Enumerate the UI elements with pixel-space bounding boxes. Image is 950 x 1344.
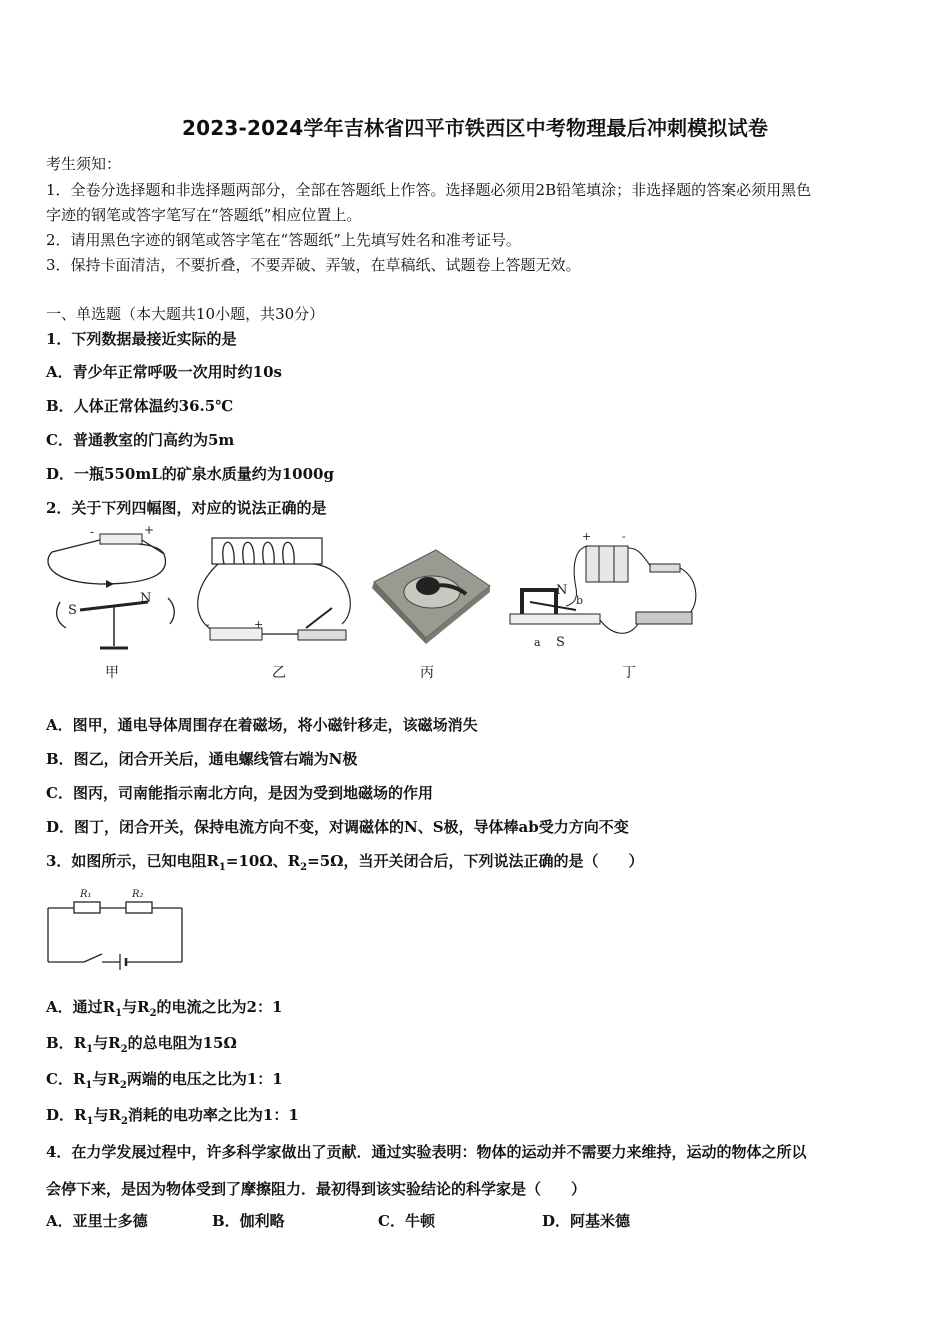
q4-option-a: A．亚里士多德 — [46, 1212, 148, 1230]
battery-pack — [586, 546, 628, 582]
q4-option-d: D．阿基米德 — [542, 1212, 631, 1230]
figure-jia — [40, 522, 190, 660]
q3-option-b — [46, 1032, 237, 1055]
q3-c-r1: R — [72, 1070, 86, 1088]
field-loop — [48, 543, 166, 584]
q3-b-r2: R — [108, 1034, 121, 1052]
q3-d-post: 消耗的电功率之比为1：1 — [127, 1106, 299, 1124]
q3-b-pre: B． — [46, 1034, 74, 1052]
q1-stem: 1．下列数据最接近实际的是 — [46, 330, 237, 348]
notice-item-3: 3．保持卡面清洁，不要折叠，不要弄破、弄皱，在草稿纸、试题卷上答题无效。 — [46, 256, 581, 274]
section-heading: 一、单选题（本大题共10小题，共30分） — [46, 305, 325, 323]
q3-d-r1-sub: 1 — [86, 1116, 94, 1127]
q3-r1-sub: 1 — [218, 862, 226, 873]
q1-option-c: C．普通教室的门高约为5m — [46, 431, 235, 449]
battery-box — [100, 534, 142, 544]
q2-option-c: C．图丙，司南能指示南北方向，是因为受到地磁场的作用 — [46, 784, 433, 802]
q4-stem-line-2: 会停下来，是因为物体受到了摩擦阻力．最初得到该实验结论的科学家是（ ） — [46, 1180, 587, 1198]
figure-bing — [366, 546, 496, 646]
q3-r2-value: =5Ω，当开关闭合后，下列说法正确的是（ ） — [307, 852, 644, 870]
a-label: a — [534, 636, 541, 649]
q3-option-a — [46, 996, 282, 1019]
q3-b-post: 的总电阻为15Ω — [127, 1034, 237, 1052]
minus-label: - — [206, 618, 210, 631]
plus-label: + — [582, 530, 592, 543]
q4-stem-line-1: 4．在力学发展过程中，许多科学家做出了贡献．通过实验表明：物体的运动并不需要力来维持，运动的物体之所以 — [46, 1143, 807, 1161]
q3-d-r2-sub: 2 — [120, 1116, 128, 1127]
q3-r2-sub: 2 — [300, 862, 308, 873]
q3-c-r2-sub: 2 — [119, 1080, 127, 1091]
q1-option-b: B．人体正常体温约36.5℃ — [46, 397, 234, 415]
q3-b-r1-sub: 1 — [86, 1044, 94, 1055]
q3-b-r2-sub: 2 — [120, 1044, 128, 1055]
plus-label: + — [144, 523, 155, 537]
r1-label: R₁ — [80, 889, 92, 900]
resistor-r2 — [126, 902, 152, 913]
q3-option-d — [46, 1104, 299, 1127]
wire-right — [314, 564, 350, 624]
conductor-ab — [530, 602, 576, 610]
q2-stem: 2．关于下列四幅图，对应的说法正确的是 — [46, 499, 327, 517]
resistor-r1 — [74, 902, 100, 913]
q3-d-r1: R — [74, 1106, 87, 1124]
rheostat — [636, 612, 692, 624]
q3-r1: R — [206, 852, 219, 870]
q1-option-a: A．青少年正常呼吸一次用时约10s — [46, 363, 282, 381]
notice-item-1-line-2: 字迹的钢笔或答字笔写在“答题纸”相应位置上。 — [46, 206, 362, 224]
q3-r1-value: =10Ω、 — [225, 852, 288, 870]
caption-ding: 丁 — [622, 665, 636, 681]
s-label: S — [68, 603, 77, 618]
figure-ding — [504, 528, 704, 658]
s-label: S — [556, 635, 565, 650]
q3-d-r2: R — [108, 1106, 121, 1124]
q3-a-pre: A．通过 — [46, 998, 103, 1016]
wire-right — [142, 540, 164, 554]
notice-item-1-line-1: 1．全卷分选择题和非选择题两部分，全部在答题纸上作答。选择题必须用2B铅笔填涂；非选择题的答案必须用黑色 — [46, 181, 812, 199]
q4-option-c: C．牛顿 — [378, 1212, 435, 1230]
notice-item-2: 2．请用黑色字迹的钢笔或答字笔在“答题纸”上先填写姓名和准考证号。 — [46, 231, 521, 249]
caption-bing: 丙 — [420, 665, 434, 681]
notice-heading: 考生须知： — [46, 155, 122, 173]
rotate-arrow-right — [168, 598, 174, 624]
switch-blade — [84, 954, 102, 962]
caption-yi: 乙 — [272, 665, 286, 681]
q3-b-r1: R — [73, 1034, 87, 1052]
switch-base — [298, 630, 346, 640]
q3-d-pre: D． — [46, 1106, 75, 1124]
horseshoe-magnet — [522, 590, 556, 614]
field-arrow — [106, 580, 114, 588]
q3-option-c — [46, 1068, 283, 1091]
minus-label: - — [622, 530, 626, 543]
q2-option-d: D．图丁，闭合开关，保持电流方向不变，对调磁体的N、S极，导体棒ab受力方向不变 — [46, 818, 629, 836]
switch-lever — [306, 608, 332, 628]
q3-c-r2: R — [107, 1070, 120, 1088]
q2-option-b: B．图乙，闭合开关后，通电螺线管右端为N极 — [46, 750, 358, 768]
wire-battery-right — [628, 548, 652, 568]
r2-label: R₂ — [132, 889, 144, 900]
q4-option-b: B．伽利略 — [212, 1212, 285, 1230]
q3-b-mid: 与 — [93, 1034, 109, 1052]
caption-jia: 甲 — [105, 665, 119, 681]
q3-a-post: 的电流之比为2：1 — [156, 998, 283, 1016]
rotate-arrow-left — [57, 602, 66, 628]
wire-switch — [680, 568, 696, 616]
page-title: 2023-2024学年吉林省四平市铁西区中考物理最后冲刺模拟试卷 — [181, 116, 769, 140]
q3-c-pre: C． — [46, 1070, 73, 1088]
q3-d-mid: 与 — [93, 1106, 109, 1124]
q3-a-r2: R — [137, 998, 150, 1016]
b-label: b — [576, 594, 584, 607]
q3-circuit — [44, 884, 189, 970]
q3-stem — [46, 850, 644, 873]
minus-label: - — [90, 525, 95, 539]
wire-left — [52, 540, 100, 552]
q3-r2: R — [287, 852, 301, 870]
q1-option-d: D．一瓶550mL的矿泉水质量约为1000g — [46, 465, 334, 483]
q3-a-r1: R — [102, 998, 116, 1016]
n-label: N — [140, 591, 152, 606]
n-label: N — [556, 583, 568, 598]
q3-a-r1-sub: 1 — [115, 1008, 123, 1019]
wire-track-rheostat — [600, 620, 638, 633]
plus-label: + — [254, 618, 264, 631]
q3-a-mid: 与 — [122, 998, 138, 1016]
q3-a-r2-sub: 2 — [149, 1008, 157, 1019]
q3-c-mid: 与 — [92, 1070, 108, 1088]
switch — [650, 564, 680, 572]
q3-c-r1-sub: 1 — [85, 1080, 93, 1091]
track-base — [510, 614, 600, 624]
q2-option-a: A．图甲，通电导体周围存在着磁场，将小磁针移走，该磁场消失 — [46, 716, 478, 734]
figure-yi — [192, 528, 362, 658]
q3-c-post: 两端的电压之比为1：1 — [126, 1070, 283, 1088]
q3-stem-pre: 3．如图所示，已知电阻 — [46, 852, 207, 870]
